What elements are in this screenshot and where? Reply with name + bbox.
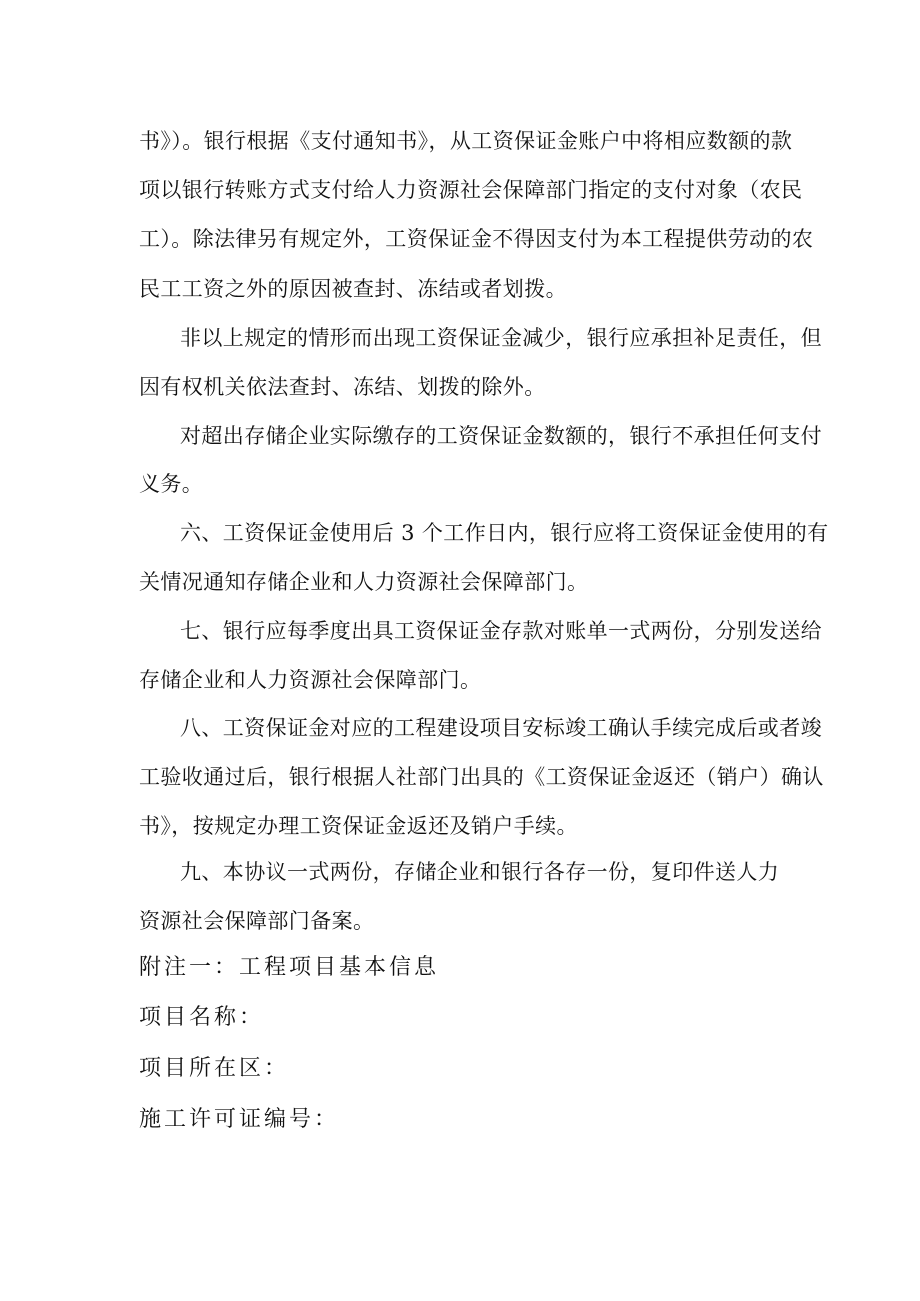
paragraph-line: 书》，按规定办理工资保证金返还及销户手续。 bbox=[139, 814, 578, 838]
paragraph-line: 关情况通知存储企业和人力资源社会保障部门。 bbox=[139, 570, 589, 594]
paragraph-line: 非以上规定的情形而出现工资保证金减少，银行应承担补足责任，但 bbox=[180, 326, 822, 350]
paragraph-line: 义务。 bbox=[139, 472, 204, 496]
paragraph-line: 民工工资之外的原因被查封、冻结或者划拨。 bbox=[139, 277, 567, 301]
paragraph-line: 七、银行应每季度出具工资保证金存款对账单一式两份，分别发送给 bbox=[180, 619, 822, 643]
project-district-label: 项目所在区： bbox=[139, 1056, 290, 1081]
paragraph-line: 书》）。银行根据《支付通知书》，从工资保证金账户中将相应数额的款 bbox=[139, 129, 793, 153]
appendix-title: 附注一：工程项目基本信息 bbox=[139, 955, 440, 980]
paragraph-line: 因有权机关依法查封、冻结、划拨的除外。 bbox=[139, 375, 546, 399]
paragraph-line: 对超出存储企业实际缴存的工资保证金数额的，银行不承担任何支付 bbox=[180, 424, 822, 448]
project-name-label: 项目名称： bbox=[139, 1005, 265, 1030]
construction-permit-number-label: 施工许可证编号： bbox=[139, 1107, 340, 1132]
paragraph-line: 存储企业和人力资源社会保障部门。 bbox=[139, 668, 482, 692]
paragraph-line: 工）。除法律另有规定外，工资保证金不得因支付为本工程提供劳动的农 bbox=[139, 227, 814, 251]
paragraph-line: 资源社会保障部门备案。 bbox=[139, 909, 375, 933]
paragraph-line: 六、工资保证金使用后 3 个工作日内，银行应将工资保证金使用的有 bbox=[180, 521, 829, 545]
paragraph-line: 工验收通过后，银行根据人社部门出具的《工资保证金返还（销户）确认 bbox=[139, 765, 824, 789]
paragraph-line: 项以银行转账方式支付给人力资源社会保障部门指定的支付对象（农民 bbox=[139, 178, 803, 202]
paragraph-line: 九、本协议一式两份，存储企业和银行各存一份，复印件送人力 bbox=[180, 860, 780, 884]
paragraph-line: 八、工资保证金对应的工程建设项目安标竣工确认手续完成后或者竣 bbox=[180, 716, 822, 740]
